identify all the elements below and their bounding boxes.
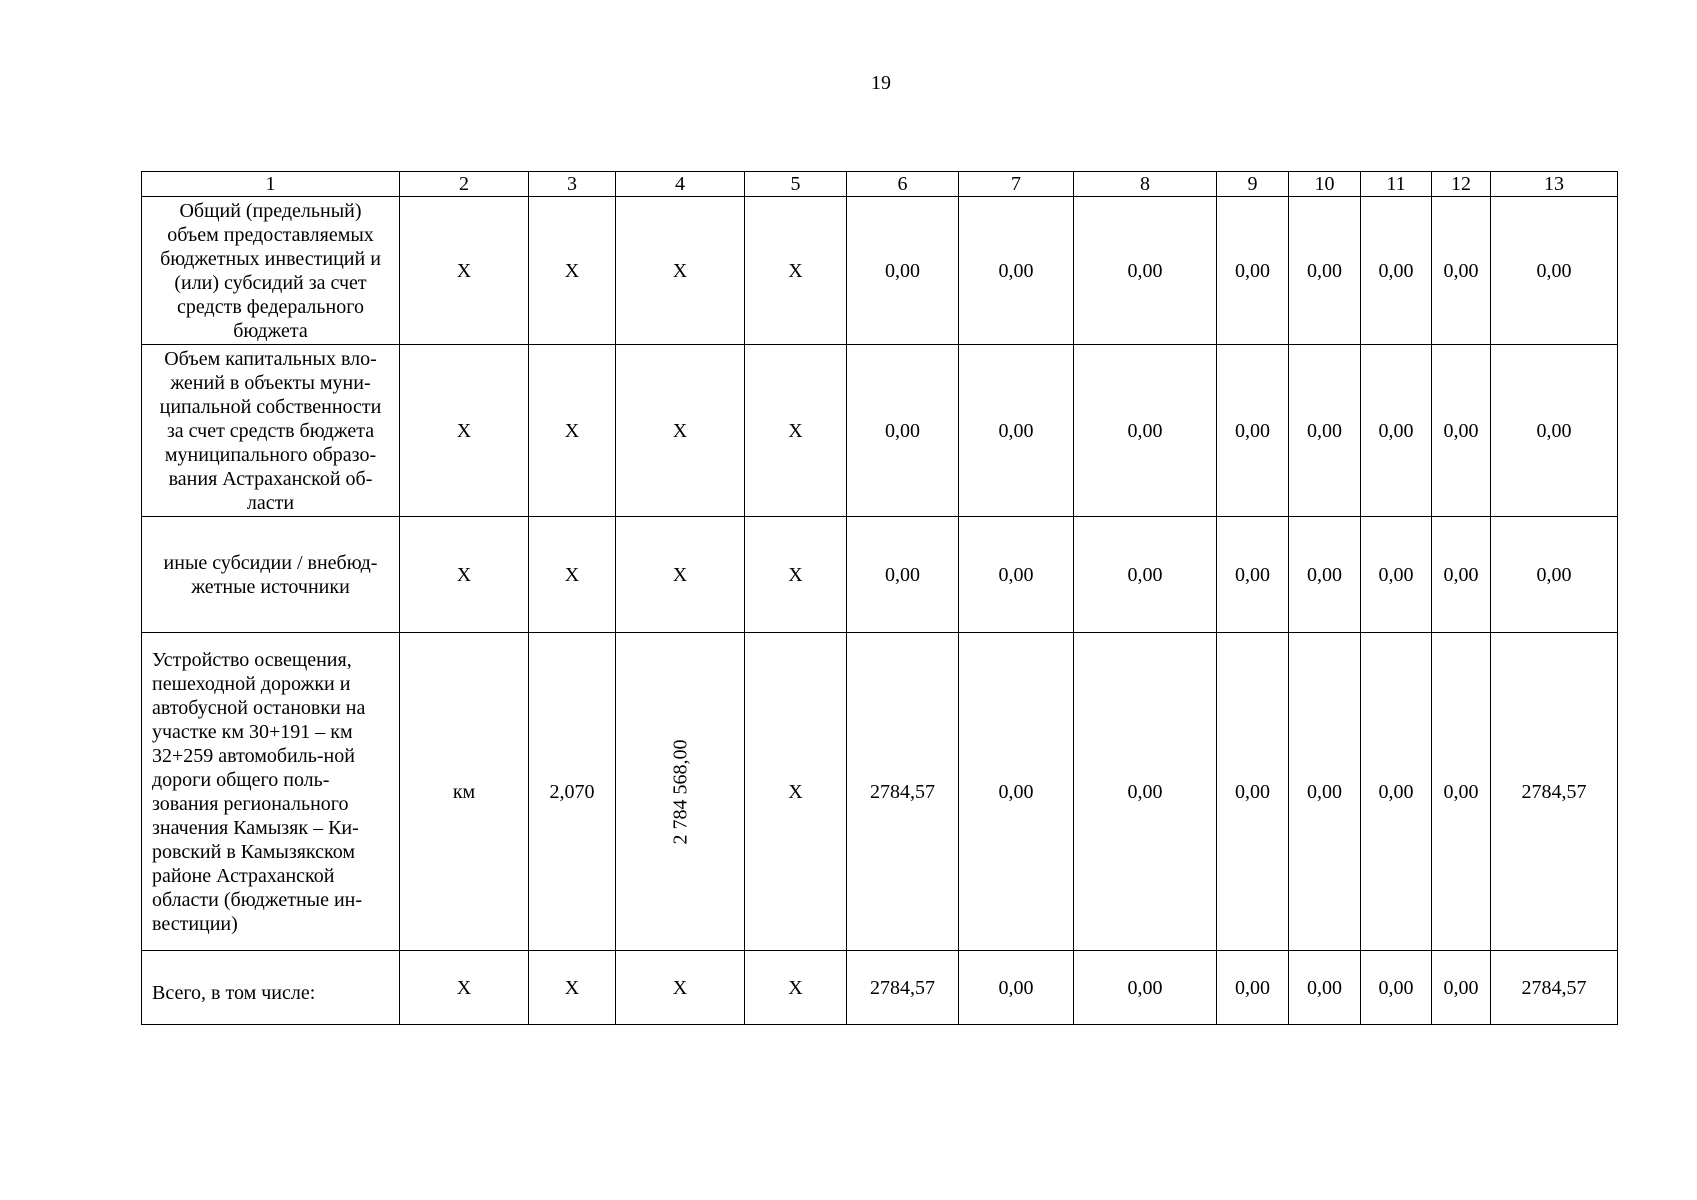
table-cell: 0,00 <box>847 345 959 517</box>
table-cell: X <box>616 197 745 345</box>
column-header: 7 <box>959 172 1074 197</box>
table-cell: 0,00 <box>1289 345 1361 517</box>
table-cell: X <box>745 951 847 1025</box>
table-cell: X <box>616 951 745 1025</box>
table-cell: 0,00 <box>1289 197 1361 345</box>
column-header: 10 <box>1289 172 1361 197</box>
column-header: 8 <box>1074 172 1217 197</box>
table-cell: 2,070 <box>529 633 616 951</box>
column-header: 4 <box>616 172 745 197</box>
table-cell: 0,00 <box>1074 345 1217 517</box>
table-cell: X <box>616 345 745 517</box>
column-header: 1 <box>142 172 400 197</box>
row-label: Объем капитальных вло-жений в объекты муни-ципальной собственности за счет средств бюджета муниципального образо-вания Астраханской об-ласти <box>142 345 400 517</box>
table-cell: 0,00 <box>1432 517 1491 633</box>
table-cell: 0,00 <box>1217 197 1289 345</box>
table-cell: 0,00 <box>1432 345 1491 517</box>
table-cell <box>616 633 745 951</box>
table-cell: X <box>400 517 529 633</box>
table-cell: 0,00 <box>1491 197 1618 345</box>
table-cell: 0,00 <box>959 951 1074 1025</box>
column-header: 2 <box>400 172 529 197</box>
table-row <box>142 951 1618 1025</box>
table-cell: 0,00 <box>1491 517 1618 633</box>
table-cell: X <box>745 517 847 633</box>
column-header: 9 <box>1217 172 1289 197</box>
table-cell: 0,00 <box>959 197 1074 345</box>
table-cell: 0,00 <box>1361 197 1432 345</box>
table-cell: 0,00 <box>1074 951 1217 1025</box>
row-label: Устройство освещения, пешеходной дорожки и автобусной остановки на участке км 30+191 – км 32+259 автомобиль-ной дороги общего поль-зования регионального значения Камызяк – Ки-ровский в Камызякском районе Астраханской области (бюджетные ин-вестиции) <box>142 633 400 951</box>
table-cell: 0,00 <box>1217 517 1289 633</box>
row-label: иные субсидии / внебюд-жетные источники <box>142 517 400 633</box>
column-header: 6 <box>847 172 959 197</box>
table-cell: 2784,57 <box>847 951 959 1025</box>
row-label: Общий (предельный) объем предоставляемых бюджетных инвестиций и (или) субсидий за счет средств федерального бюджета <box>142 197 400 345</box>
table-cell: 0,00 <box>1074 633 1217 951</box>
table-cell: 0,00 <box>1491 345 1618 517</box>
page-number: 19 <box>871 72 891 94</box>
table-cell: 0,00 <box>847 197 959 345</box>
table-cell: 0,00 <box>847 517 959 633</box>
column-header: 13 <box>1491 172 1618 197</box>
table-cell: X <box>529 197 616 345</box>
table-cell: 0,00 <box>1361 633 1432 951</box>
table-cell: 0,00 <box>1289 517 1361 633</box>
column-header: 11 <box>1361 172 1432 197</box>
table-cell: X <box>400 345 529 517</box>
table-cell: X <box>616 517 745 633</box>
table-row <box>142 197 1618 345</box>
table-cell: 0,00 <box>1289 633 1361 951</box>
table-cell: 2784,57 <box>847 633 959 951</box>
table-cell: X <box>400 951 529 1025</box>
table-cell: X <box>745 197 847 345</box>
table-cell: X <box>400 197 529 345</box>
column-header: 3 <box>529 172 616 197</box>
table-cell: X <box>529 345 616 517</box>
row-label: Всего, в том числе: <box>142 951 400 1025</box>
table-cell: 0,00 <box>1361 345 1432 517</box>
table-row <box>142 517 1618 633</box>
table-cell: X <box>745 345 847 517</box>
table-cell: X <box>745 633 847 951</box>
column-header: 5 <box>745 172 847 197</box>
table-cell: 0,00 <box>959 633 1074 951</box>
table-cell: 0,00 <box>1361 951 1432 1025</box>
table-cell: 0,00 <box>959 517 1074 633</box>
table-cell: 0,00 <box>1217 951 1289 1025</box>
header-row <box>142 172 1618 197</box>
table-cell: 0,00 <box>1074 517 1217 633</box>
table-cell: X <box>529 951 616 1025</box>
column-header: 12 <box>1432 172 1491 197</box>
table-cell: 2784,57 <box>1491 951 1618 1025</box>
table-cell: 0,00 <box>1074 197 1217 345</box>
table-cell: км <box>400 633 529 951</box>
table-cell: 0,00 <box>1289 951 1361 1025</box>
table-cell: X <box>529 517 616 633</box>
table-cell: 0,00 <box>1432 951 1491 1025</box>
table-cell: 0,00 <box>1217 633 1289 951</box>
table-row <box>142 345 1618 517</box>
table-cell: 2784,57 <box>1491 633 1618 951</box>
table-row <box>142 633 1618 951</box>
table-cell: 0,00 <box>1432 197 1491 345</box>
table-cell: 0,00 <box>1432 633 1491 951</box>
table-cell: 0,00 <box>1217 345 1289 517</box>
table-cell: 0,00 <box>1361 517 1432 633</box>
table-cell: 0,00 <box>959 345 1074 517</box>
budget-table <box>141 171 1618 1025</box>
rotated-cell-value: 2 784 568,00 <box>669 739 691 844</box>
